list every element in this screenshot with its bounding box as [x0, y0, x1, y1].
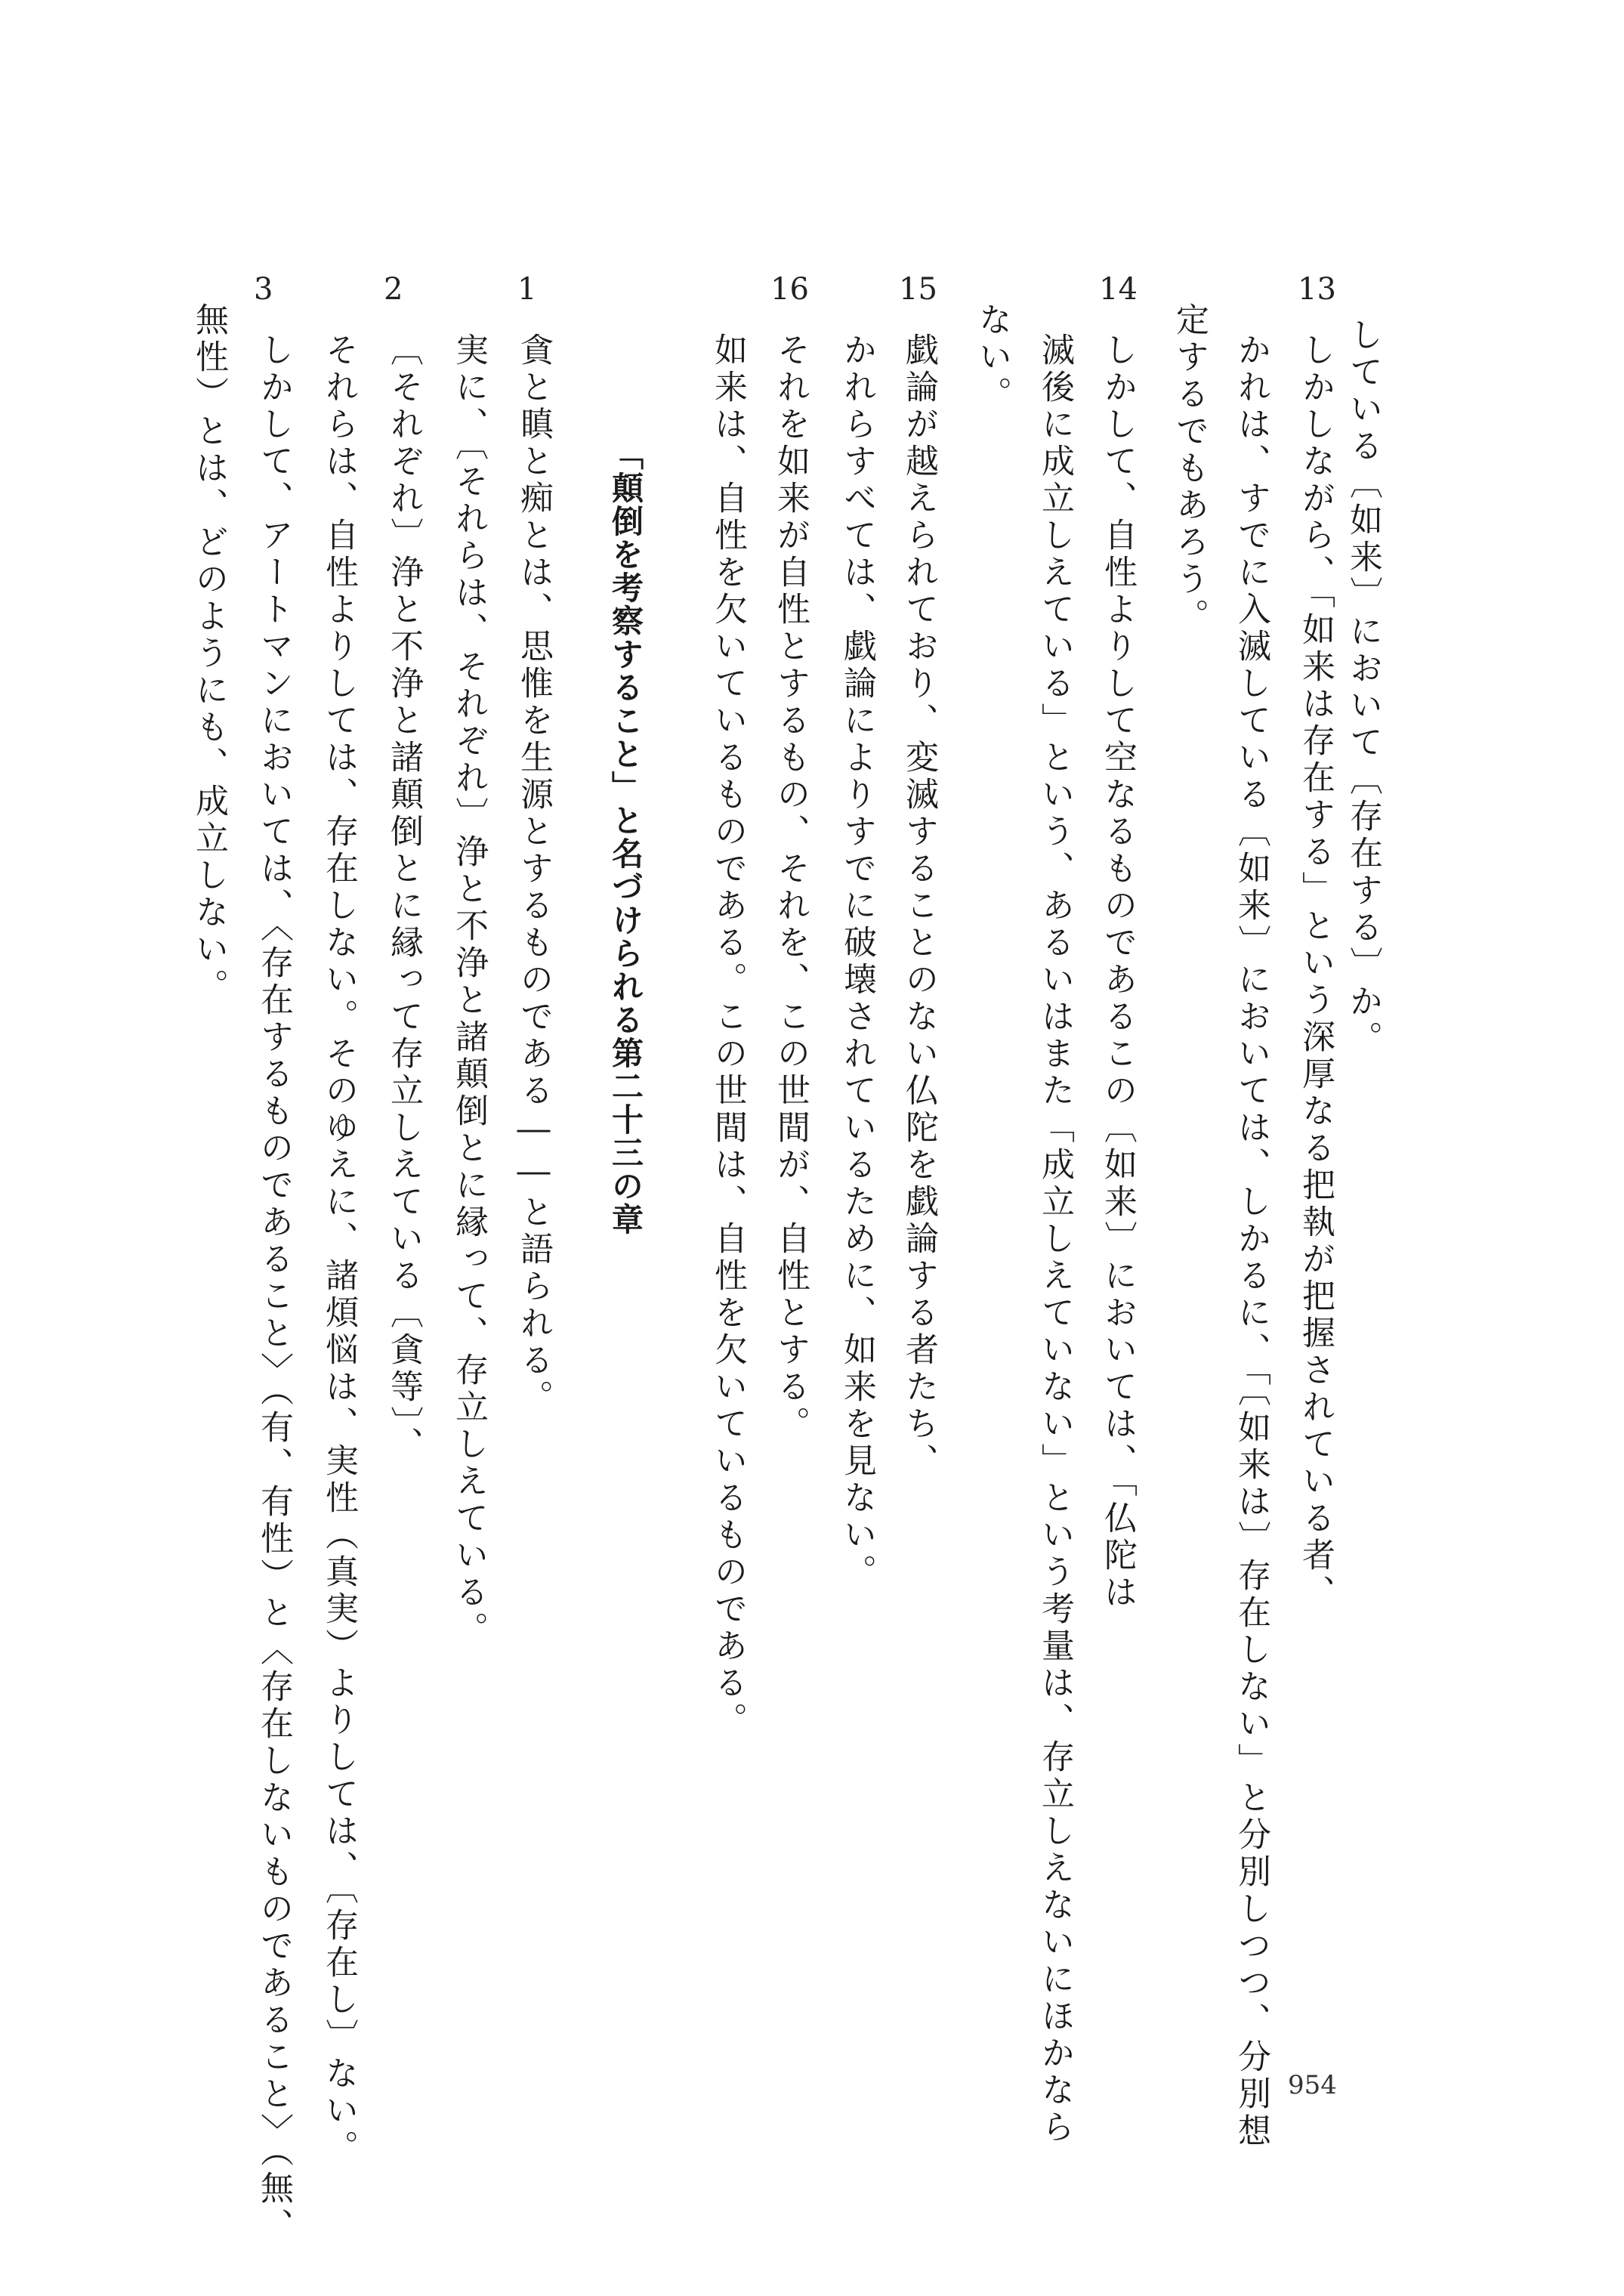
verse-number-15: 15: [899, 272, 937, 307]
text-column: 戯論が越えられており、変滅することのない仏陀を戯論する者たち、: [900, 332, 938, 1480]
verse-number-1: 1: [517, 272, 537, 307]
text-column: それを如来が自性とするもの、それを、この世間が、自性とする。: [771, 332, 810, 1443]
verse-number-13: 13: [1298, 272, 1336, 307]
text-column: しかして、自性よりして空なるものであるこの〔如来〕においては、「仏陀は: [1098, 332, 1137, 1612]
text-column: しかして、アートマンにおいては、〈存在するものであること〉（有、有性）と〈存在しないものであること〉（無、: [255, 332, 293, 2245]
text-column: 滅後に成立しえている」という、あるいはまた「成立しえていない」という考量は、存立しえないにほかなら: [1036, 332, 1074, 2146]
text-column: 〔それぞれ〕浄と不浄と諸顛倒とに縁って存立しえている〔貪等〕、: [384, 332, 423, 1463]
text-column: かれは、すでに入滅している〔如来〕においては、しかるに、「〔如来は〕存在しない」と分別しつつ、分別想: [1232, 332, 1270, 2150]
text-column: 無性）とは、どのようにも、成立しない。: [190, 302, 228, 1006]
text-column: 如来は、自性を欠いているものである。この世間は、自性を欠いているものである。: [709, 332, 747, 1739]
text-column: かれらすべては、戯論によりすでに破壊されているために、如来を見ない。: [838, 332, 876, 1591]
verse-number-16: 16: [770, 272, 809, 307]
text-column: している〔如来〕において〔存在する〕か。: [1344, 317, 1382, 1058]
text-column: しかしながら、「如来は存在する」という深厚なる把執が把握されている者、: [1296, 332, 1335, 1612]
text-column: それらは、自性よりしては、存在しない。そのゆえに、諸煩悩は、実性（真実）よりしては、〔存在し〕ない。: [320, 332, 358, 2167]
verse-number-2: 2: [384, 272, 403, 307]
chapter-heading: 「顛倒を考察すること」と名づけられる第二十三の章: [607, 438, 644, 1236]
text-column: 実に、〔それらは、それぞれ〕浄と不浄と諸顛倒とに縁って、存立しえている。: [449, 332, 488, 1649]
text-column: ない。: [973, 302, 1011, 413]
text-column: 定するでもあろう。: [1170, 302, 1209, 635]
page-number: 954: [1288, 2070, 1337, 2100]
verse-number-3: 3: [254, 272, 273, 307]
text-column: 貪と瞋と痴とは、思惟を生源とするものである――と語られる。: [514, 332, 553, 1417]
verse-number-14: 14: [1099, 272, 1138, 307]
